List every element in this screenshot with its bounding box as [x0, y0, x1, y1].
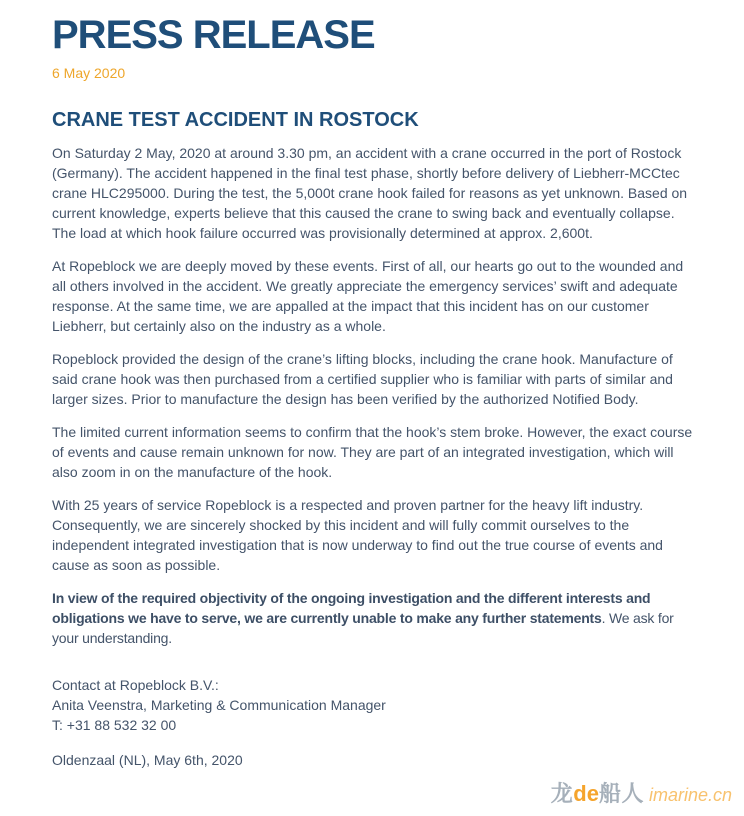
- watermark-site-name: imarine.cn: [648, 785, 732, 805]
- paragraph-accident-description: On Saturday 2 May, 2020 at around 3.30 pm, an accident with a crane occurred in the port of Rostock (Germany). The accident happened in the final test phase, shortly before delivery of Liebherr-MCCtec crane HLC295000. During the test, the 5,000t crane hook failed for reasons as yet unknown. Based on current knowledge, experts believe that this caused the crane to swing back and eventually collapse. The load at which hook failure occurred was provisionally determined at approx. 2,600t.: [52, 145, 688, 241]
- statement-paragraph: [52, 588, 697, 648]
- paragraph-sympathy: At Ropeblock we are deeply moved by these events. First of all, our hearts go out to the wounded and all others involved in the accident. We greatly appreciate the emergency services’ swift and adequate response. At the same time, we are appalled at the impact that this incident has on our customer Liebherr, but certainly also on the industry as a whole.: [52, 258, 684, 334]
- release-date: 6 May 2020: [52, 65, 126, 81]
- dateline: Oldenzaal (NL), May 6th, 2020: [52, 752, 243, 768]
- paragraph-design-manufacture: Ropeblock provided the design of the crane’s lifting blocks, including the crane hook. Manufacture of said crane hook was then purchased from a certified supplier who is familiar with parts of similar and larger sizes. Prior to manufacture the design has been verified by the authorized Notified Body.: [52, 351, 673, 407]
- watermark-cn-dragon: 龙: [550, 781, 574, 806]
- contact-phone: T: +31 88 532 32 00: [52, 717, 177, 733]
- paragraph-commitment: With 25 years of service Ropeblock is a respected and proven partner for the heavy lift industry. Consequently, we are sincerely shocked by this incident and will fully commit ourselves to the independent integrated investigation that is now underway to find out the true course of events and cause as soon as possible.: [52, 497, 663, 573]
- watermark-cn-shipman: 船人: [598, 781, 644, 806]
- watermark: [551, 777, 732, 808]
- paragraph-current-information: The limited current information seems to confirm that the hook’s stem broke. However, the exact course of events and cause remain unknown for now. They are part of an integrated investigation, which will also zoom in on the manufacture of the hook.: [52, 424, 693, 480]
- contact-person: Anita Veenstra, Marketing & Communication Manager: [52, 697, 386, 713]
- statement-rest-text: . We ask for your understanding.: [52, 610, 674, 646]
- watermark-de: de: [573, 781, 599, 806]
- page-title: PRESS RELEASE: [52, 13, 375, 57]
- article-headline: CRANE TEST ACCIDENT IN ROSTOCK: [52, 109, 419, 131]
- contact-block: [52, 675, 698, 735]
- article-body: [52, 143, 698, 648]
- contact-heading: Contact at Ropeblock B.V.:: [52, 677, 219, 693]
- statement-bold-text: In view of the required objectivity of the ongoing investigation and the different interests and obligations we have to serve, we are currently unable to make any further statements: [52, 590, 651, 626]
